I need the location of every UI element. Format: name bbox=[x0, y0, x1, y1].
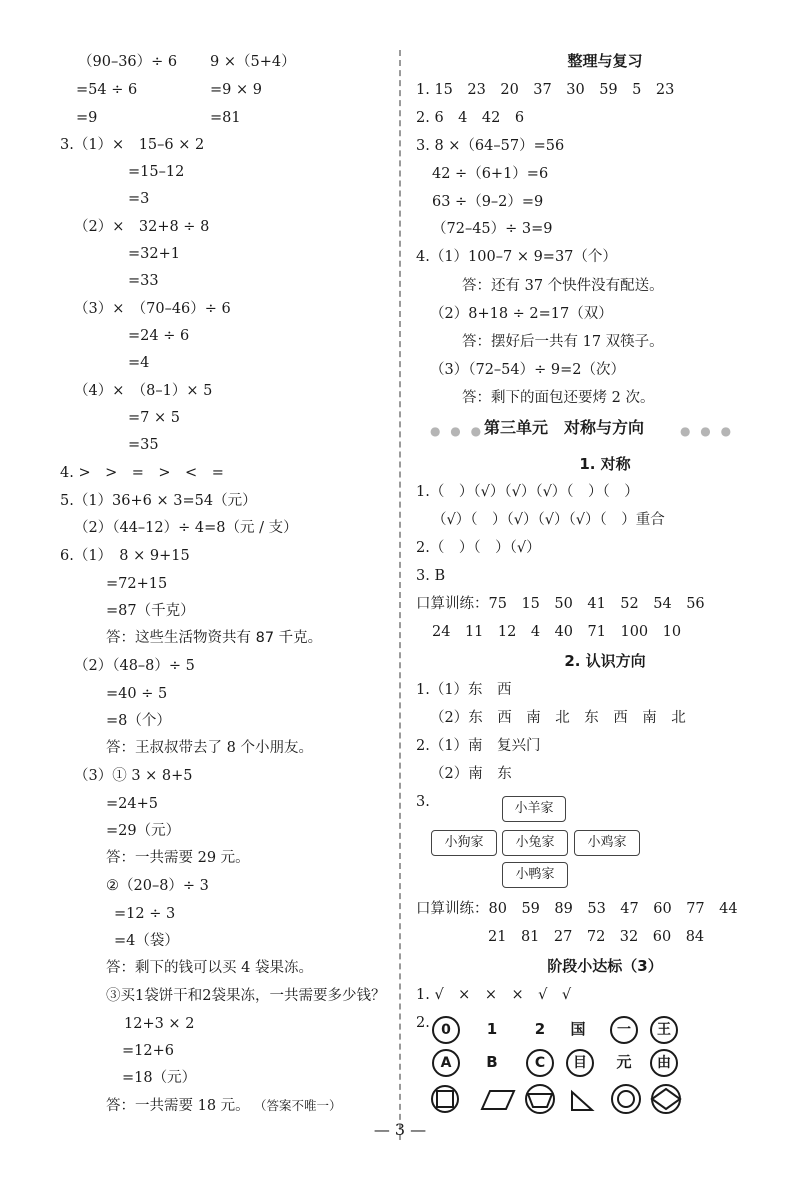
left-line: =4 bbox=[128, 355, 150, 371]
sheep-house-box: 小羊家 bbox=[502, 796, 566, 822]
right-line: 4.（1）100–7 × 9=37（个） bbox=[416, 249, 617, 265]
symmetry-shapes bbox=[430, 1082, 690, 1118]
left-line: =15–12 bbox=[128, 164, 185, 180]
section-title: 整理与复习 bbox=[567, 52, 643, 70]
left-line: =33 bbox=[128, 273, 159, 289]
left-line: 12+3 × 2 bbox=[124, 1016, 195, 1032]
left-line: （2）× 32+8 ÷ 8 bbox=[74, 219, 210, 235]
right-line: （2）东 西 南 北 东 西 南 北 bbox=[430, 710, 686, 726]
right-triangle-shape bbox=[572, 1092, 592, 1110]
right-line: 3. 8 ×（64–57）=56 bbox=[416, 138, 565, 154]
right-line: 答：剩下的面包还要烤 2 次。 bbox=[462, 390, 655, 406]
symbol-b: B bbox=[486, 1053, 498, 1071]
right-line: 24 11 12 4 40 71 100 10 bbox=[432, 624, 682, 640]
chicken-house-box: 小鸡家 bbox=[574, 830, 640, 856]
left-line: =32+1 bbox=[128, 246, 180, 262]
right-line: 答：还有 37 个快件没有配送。 bbox=[462, 278, 664, 294]
right-line: 1.（1）东 西 bbox=[416, 682, 512, 698]
right-line: （√）（ ）（√）（√）（√）（ ）重合 bbox=[432, 512, 665, 528]
left-line: =12 ÷ 3 bbox=[114, 906, 176, 922]
left-line: =12+6 bbox=[122, 1043, 174, 1059]
circled-a: A bbox=[432, 1049, 460, 1077]
page-number: — 3 — bbox=[373, 1120, 427, 1139]
right-line: 1. 15 23 20 37 30 59 5 23 bbox=[416, 82, 675, 98]
left-line: 答：王叔叔带去了 8 个小朋友。 bbox=[106, 740, 313, 756]
left-line: =4（袋） bbox=[114, 933, 179, 949]
left-line: 答：这些生活物资共有 87 千克。 bbox=[106, 630, 323, 646]
symbol-one: 1 bbox=[486, 1020, 498, 1038]
answer-note: （答案不唯一） bbox=[254, 1098, 342, 1113]
left-line: 答：一共需要 18 元。 bbox=[106, 1098, 250, 1114]
subsection-title: 2. 认识方向 bbox=[564, 652, 646, 670]
circle-square-shape bbox=[432, 1086, 458, 1112]
left-line: （2）（48–8）÷ 5 bbox=[74, 658, 195, 674]
decorative-dots: ● ● ● bbox=[430, 424, 485, 438]
circled-mu: 目 bbox=[566, 1049, 594, 1077]
right-line: 42 ÷（6+1）=6 bbox=[432, 166, 549, 182]
left-line: （90–36）÷ 6 bbox=[78, 54, 178, 70]
circled-yi: 一 bbox=[610, 1016, 638, 1044]
left-line: =9 × 9 bbox=[210, 82, 262, 98]
symbol-two: 2 bbox=[534, 1020, 546, 1038]
left-line: =87（千克） bbox=[106, 603, 195, 619]
left-line: （3）× （70–46）÷ 6 bbox=[74, 301, 231, 317]
right-line: 63 ÷（9–2）=9 bbox=[432, 194, 544, 210]
right-line: 3. bbox=[416, 794, 430, 810]
circled-zero: 0 bbox=[432, 1016, 460, 1044]
right-line: （3）（72–54）÷ 9=2（次） bbox=[430, 362, 625, 378]
dog-house-box: 小狗家 bbox=[431, 830, 497, 856]
parallelogram-shape bbox=[482, 1091, 514, 1109]
left-line: 3.（1）× 15–6 × 2 bbox=[60, 137, 205, 153]
left-line: =9 bbox=[76, 110, 98, 126]
right-line: 口算训练：80 59 89 53 47 60 77 44 bbox=[416, 901, 738, 917]
right-line: 2.（1）南 复兴门 bbox=[416, 738, 541, 754]
left-line: =35 bbox=[128, 437, 159, 453]
right-line: 21 81 27 72 32 60 84 bbox=[488, 929, 705, 945]
symbol-yuan: 元 bbox=[616, 1053, 632, 1071]
left-line: =81 bbox=[210, 110, 241, 126]
left-line: ③买1袋饼干和2袋果冻，一共需要多少钱？ bbox=[106, 988, 386, 1004]
right-line: （72–45）÷ 3=9 bbox=[432, 221, 553, 237]
left-line: 答：剩下的钱可以买 4 袋果冻。 bbox=[106, 960, 313, 976]
left-line: （2）（44–12）÷ 4=8（元 / 支） bbox=[74, 520, 298, 536]
left-line: （4）× （8–1）× 5 bbox=[74, 383, 213, 399]
left-line: =54 ÷ 6 bbox=[76, 82, 138, 98]
left-line: =3 bbox=[128, 191, 150, 207]
decorative-dots: ● ● ● bbox=[680, 424, 735, 438]
left-line: =72+15 bbox=[106, 576, 168, 592]
circled-wang: 王 bbox=[650, 1016, 678, 1044]
right-line: 2. bbox=[416, 1015, 430, 1031]
left-line: =7 × 5 bbox=[128, 410, 180, 426]
left-line: =40 ÷ 5 bbox=[106, 686, 168, 702]
circle-rhombus-shape bbox=[652, 1085, 680, 1113]
right-line: 2. 6 4 42 6 bbox=[416, 110, 525, 126]
left-line: =24 ÷ 6 bbox=[128, 328, 190, 344]
circled-c: C bbox=[526, 1049, 554, 1077]
left-line: =8（个） bbox=[106, 713, 171, 729]
left-line: ②（20–8）÷ 3 bbox=[106, 878, 209, 894]
left-line: =18（元） bbox=[122, 1070, 197, 1086]
left-line: 5.（1）36+6 × 3=54（元） bbox=[60, 493, 257, 509]
left-line: =29（元） bbox=[106, 823, 181, 839]
rabbit-house-box: 小兔家 bbox=[502, 830, 568, 856]
circle-trapezoid-shape bbox=[526, 1085, 554, 1113]
right-line: （2）8+18 ÷ 2=17（双） bbox=[430, 306, 613, 322]
unit-title: 第三单元 对称与方向 bbox=[484, 418, 645, 437]
symbol-guo: 国 bbox=[570, 1020, 586, 1038]
column-divider bbox=[399, 50, 401, 1140]
left-line: （3）① 3 × 8+5 bbox=[74, 768, 193, 784]
duck-house-box: 小鸭家 bbox=[502, 862, 568, 888]
double-circle-shape bbox=[612, 1085, 640, 1113]
subsection-title: 阶段小达标（3） bbox=[547, 957, 663, 975]
right-line: 2.（ ）（ ）（√） bbox=[416, 540, 541, 556]
right-line: 3. B bbox=[416, 568, 446, 584]
left-line: 9 ×（5+4） bbox=[210, 54, 296, 70]
left-line: 6.（1） 8 × 9+15 bbox=[60, 548, 190, 564]
right-line: （2）南 东 bbox=[430, 766, 512, 782]
subsection-title: 1. 对称 bbox=[579, 455, 631, 473]
right-line: 1. √ × × × √ √ bbox=[416, 987, 572, 1003]
left-line: =24+5 bbox=[106, 796, 158, 812]
left-line: 4. > > = > < = bbox=[60, 465, 224, 481]
circled-you: 由 bbox=[650, 1049, 678, 1077]
left-line: 答：一共需要 29 元。 bbox=[106, 850, 250, 866]
right-line: 答：摆好后一共有 17 双筷子。 bbox=[462, 334, 664, 350]
right-line: 1.（ ）（√）（√）（√）（ ）（ ） bbox=[416, 484, 639, 500]
right-line: 口算训练：75 15 50 41 52 54 56 bbox=[416, 596, 705, 612]
